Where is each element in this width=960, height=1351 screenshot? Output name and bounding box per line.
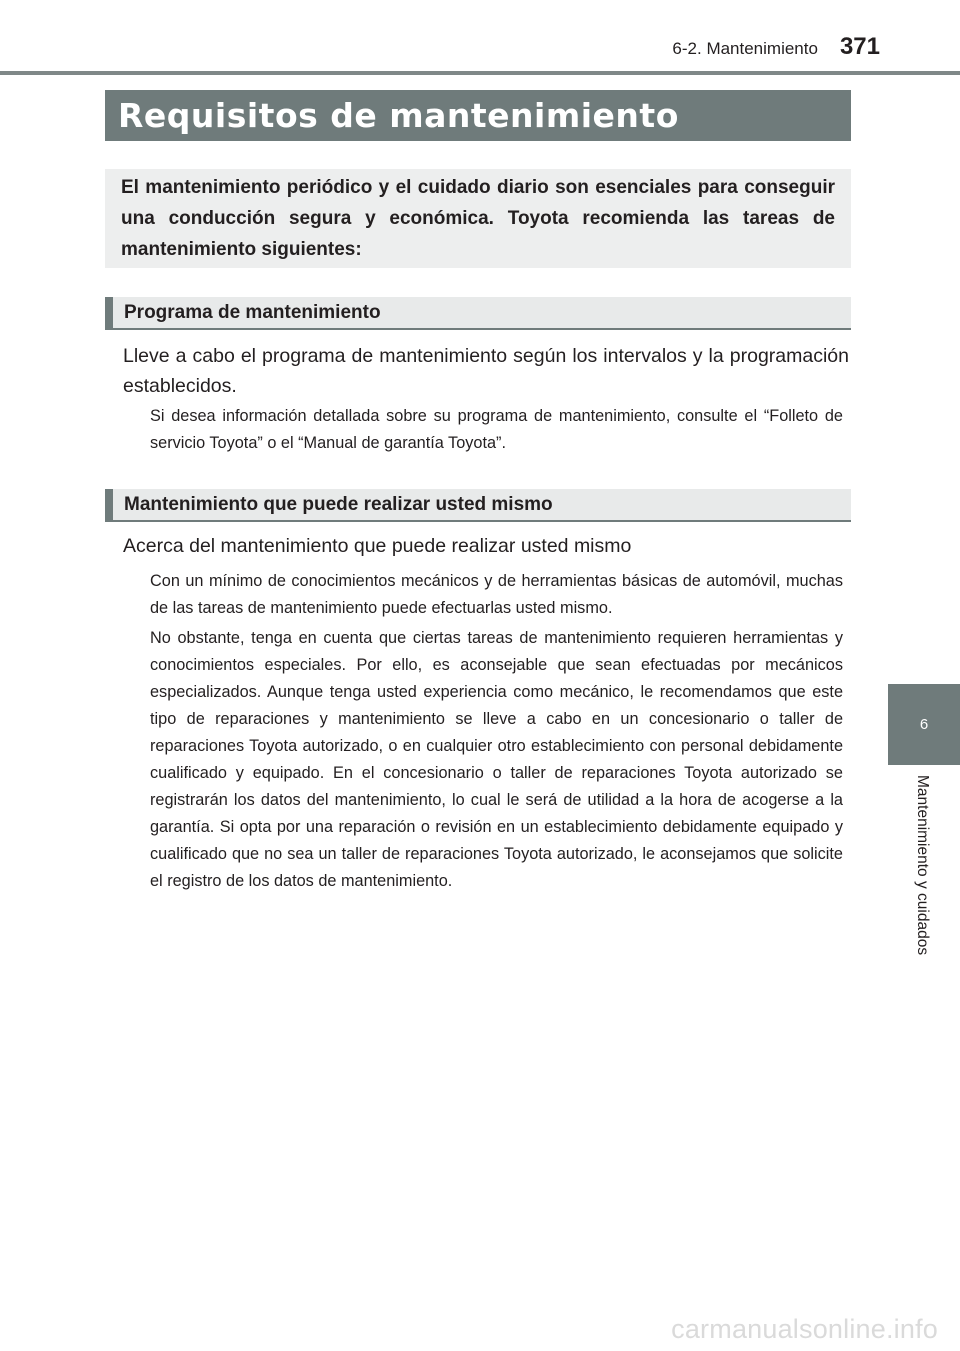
chapter-label: Mantenimiento y cuidados [914, 775, 931, 956]
chapter-tab [888, 684, 960, 765]
diy-note: No obstante, tenga en cuenta que ciertas tareas de mantenimiento requieren herramientas y conocimientos especiales. Por ello, es aconsejable que sean efectuadas por mecánicos especializados. Aunque tenga usted experiencia como mecánico, le recomendamos que este tipo de reparaciones y mantenimiento se lleve a cabo en un concesionario o taller de reparaciones Toyota autorizado, o en cualquier otro establecimiento con personal debidamente cualificado y equipado. En el concesionario o taller de reparaciones Toyota autorizado se registrarán los datos del mantenimiento, lo cual le será de utilidad a la hora de acogerse a la garantía. Si opta por una reparación o revisión en un establecimiento debidamente equipado y cualificado que no sea un taller de reparaciones Toyota autorizado, le aconsejamos que solicite el registro de los datos de mantenimiento. [150, 629, 843, 890]
header-rule [0, 71, 960, 75]
page-number: 371 [839, 33, 880, 60]
subheading-diy-maintenance [105, 489, 851, 522]
section-reference: 6-2. Mantenimiento [672, 39, 818, 58]
title-bar [105, 90, 851, 141]
subheading-text: Mantenimiento que puede realizar usted mismo [124, 493, 553, 515]
page-title: Requisitos de mantenimiento [118, 96, 679, 135]
subheading-text: Programa de mantenimiento [124, 301, 381, 323]
subheading-maintenance-schedule [105, 297, 851, 330]
diy-note: Con un mínimo de conocimientos mecánicos y de herramientas básicas de automóvil, muchas de las tareas de mantenimiento puede efectuarlas usted mismo. [150, 572, 843, 617]
chapter-number: 6 [919, 716, 929, 733]
running-header [672, 33, 880, 61]
schedule-note: Si desea información detallada sobre su programa de mantenimiento, consulte el “Folleto de servicio Toyota” o el “Manual de garantía Toyota”. [150, 407, 843, 452]
watermark: carmanualsonline.info [671, 1314, 938, 1344]
intro-box [105, 169, 851, 268]
intro-text: El mantenimiento periódico y el cuidado diario son esenciales para conseguir una conducción segura y económica. Toyota recomienda las tareas de mantenimiento siguientes: [121, 177, 835, 260]
schedule-lead-text: Lleve a cabo el programa de mantenimiento según los intervalos y la programación establecidos. [123, 345, 849, 397]
diy-lead-text: Acerca del mantenimiento que puede realizar usted mismo [123, 535, 632, 557]
